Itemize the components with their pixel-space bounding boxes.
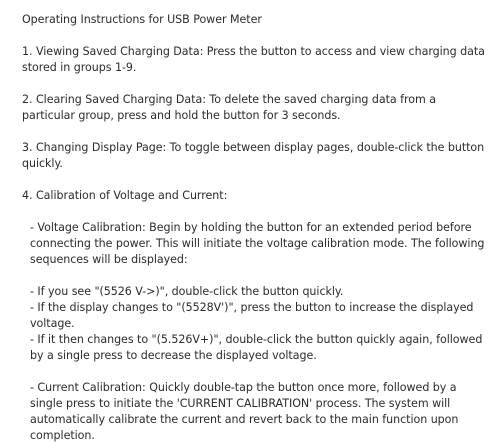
section-changing-display-page: 3. Changing Display Page: To toggle between display pages, double-click the button quickly.	[22, 141, 488, 170]
spacer	[22, 76, 486, 92]
document-title: Operating Instructions for USB Power Meter	[22, 13, 262, 26]
section-clearing-saved-data: 2. Clearing Saved Charging Data: To delete the saved charging data from a particular group, press and hold the button for 3 seconds.	[22, 93, 440, 122]
voltage-sequence-list	[22, 284, 486, 364]
spacer	[22, 172, 486, 188]
current-calibration-paragraph: - Current Calibration: Quickly double-tap the button once more, followed by a single press to initiate the 'CURRENT CALIBRATION' process. The system will automatically calibrate the current and revert back to the main function upon completion.	[30, 381, 462, 442]
section-calibration-heading: 4. Calibration of Voltage and Current:	[22, 189, 228, 202]
spacer	[22, 124, 486, 140]
spacer	[22, 28, 486, 44]
sequence-item: - If the display changes to "(5528V')", press the button to increase the displayed voltage.	[30, 301, 477, 330]
sequence-item: - If it then changes to "(5.526V+)", double-click the button quickly again, followed by a single press to decrease the displayed voltage.	[30, 333, 486, 362]
sequence-item: - If you see "(5526 V->)", double-click the button quickly.	[30, 285, 344, 298]
section-viewing-saved-data: 1. Viewing Saved Charging Data: Press the button to access and view charging data stored in groups 1-9.	[22, 45, 489, 74]
voltage-calibration-paragraph: - Voltage Calibration: Begin by holding the button for an extended period before connecting the power. This will initiate the voltage calibration mode. The following sequences will be displayed:	[30, 221, 488, 266]
spacer	[22, 364, 486, 380]
spacer	[22, 204, 486, 220]
spacer	[22, 268, 486, 284]
